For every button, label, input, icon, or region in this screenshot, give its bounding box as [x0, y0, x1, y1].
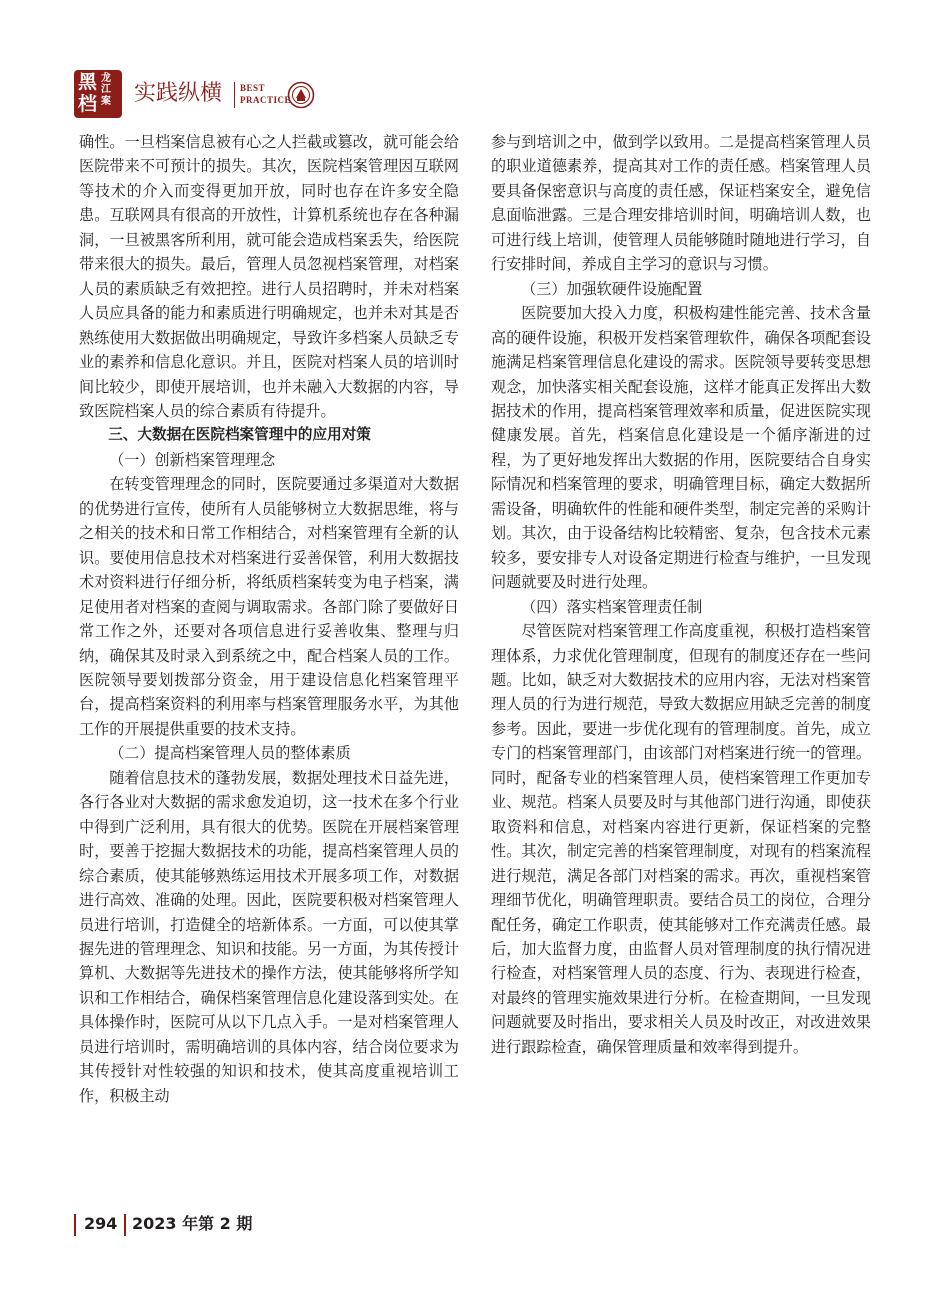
- section-title: 实践纵横: [134, 81, 223, 106]
- best-label: BEST: [240, 83, 266, 93]
- footer-divider: [74, 1214, 76, 1236]
- logo-char-longjiang: 龙江: [101, 73, 111, 95]
- paragraph: 在转变管理理念的同时，医院要通过多渠道对大数据的优势进行宣传，使所有人员能够树立大数据思维，将与之相关的技术和日常工作相结合，对档案管理有全新的认识。要使用信息技术对档案进行妥善保管，利用大数据技术对资料进行仔细分析，将纸质档案转变为电子档案，满足使用者对档案的查阅与调取需求。各部门除了要做好日常工作之外，还要对各项信息进行妥善收集、整理与归纳，确保其及时录入到系统之中，配合档案人员的工作。医院领导要划拨部分资金，用于建设信息化档案管理平台，提高档案资料的利用率与档案管理服务水平，为其他工作的开展提供重要的技术支持。: [79, 475, 459, 738]
- paragraph: 参与到培训之中，做到学以致用。二是提高档案管理人员的职业道德素养，提高其对工作的责任感。档案管理人员要具备保密意识与高度的责任感，保证档案安全，避免信息面临泄露。三是合理安排培训时间，明确培训人数，也可进行线上培训，使管理人员能够随时随地进行学习，自行安排时间，养成自主学习的意识与习惯。: [491, 133, 871, 274]
- right-column: [491, 130, 871, 1059]
- footer-divider: [124, 1214, 126, 1236]
- best-practice-label: [240, 82, 291, 106]
- issue-label: 2023 年第 2 期: [132, 1214, 253, 1233]
- logo-char-hei: 黑: [78, 71, 98, 93]
- journal-logo: [74, 70, 122, 118]
- section-heading: 三、大数据在医院档案管理中的应用对策: [108, 426, 371, 444]
- subsection-heading: （三）加强软硬件设施配置: [521, 279, 703, 298]
- page-number: 294: [84, 1214, 118, 1233]
- archive-emblem-icon: [287, 81, 315, 109]
- paragraph: 尽管医院对档案管理工作高度重视，积极打造档案管理体系，力求优化管理制度，但现有的制度还存在一些问题。比如，缺乏对大数据技术的应用内容，无法对档案管理人员的行为进行规范，导致大数据应用缺乏完善的制度参考。因此，要进一步优化现有的管理制度。首先，成立专门的档案管理部门，由该部门对档案进行统一的管理。同时，配备专业的档案管理人员，使档案管理工作更加专业、规范。档案人员要及时与其他部门进行沟通，即使获取资料和信息，对档案内容进行更新，保证档案的完整性。其次，制定完善的档案管理制度，对现有的档案流程进行规范，满足各部门对档案的需求。再次，重视档案管理细节优化，明确管理职责。要结合员工的岗位，合理分配任务，确定工作职责，使其能够对工作充满责任感。最后，加大监督力度，由监督人员对管理制度的执行情况进行检查，对档案管理人员的态度、行为、表现进行检查，对最终的管理实施效果进行分析。在检查期间，一旦发现问题就要及时指出，要求相关人员及时改正，对改进效果进行跟踪检查，确保管理质量和效率得到提升。: [491, 622, 871, 1056]
- subsection-heading: （一）创新档案管理理念: [109, 450, 276, 469]
- logo-char-an: 案: [101, 96, 111, 107]
- practice-label: PRACTICE: [240, 95, 292, 105]
- header-divider: [234, 82, 235, 108]
- left-column: [79, 130, 459, 1108]
- subsection-heading: （二）提高档案管理人员的整体素质: [109, 744, 351, 763]
- logo-char-dang: 档: [78, 93, 98, 115]
- paragraph: 随着信息技术的蓬勃发展，数据处理技术日益先进，各行各业对大数据的需求愈发迫切，这一技术在多个行业中得到广泛利用，具有很大的优势。医院在开展档案管理时，要善于挖掘大数据技术的功能，提高档案管理人员的综合素质，使其能够熟练运用技术开展多项工作，对数据进行高效、准确的处理。因此，医院要积极对档案管理人员进行培训，打造健全的培新体系。一方面，可以使其掌握先进的管理理念、知识和技能。另一方面，为其传授计算机、大数据等先进技术的操作方法，使其能够将所学知识和工作相结合，确保档案管理信息化建设落到实处。在具体操作时，医院可从以下几点入手。一是对档案管理人员进行培训时，需明确培训的具体内容，结合岗位要求为其传授针对性较强的知识和技术，使其高度重视培训工作，积极主动: [79, 768, 459, 1105]
- paragraph: 确性。一旦档案信息被有心之人拦截或篡改，就可能会给医院带来不可预计的损失。其次，医院档案管理因互联网等技术的介入而变得更加开放，同时也存在许多安全隐患。互联网具有很高的开放性，计算机系统也存在各种漏洞，一旦被黑客所利用，就可能会造成档案丢失，给医院带来很大的损失。最后，管理人员忽视档案管理，对档案人员的素质缺乏有效把控。进行人员招聘时，并未对档案人员应具备的能力和素质进行明确规定，也并未对其是否熟练使用大数据做出明确规定，导致许多档案人员缺乏专业的素养和信息化意识。并且，医院对档案人员的培训时间比较少，即使开展培训，也并未融入大数据的内容，导致医院档案人员的综合素质有待提升。: [79, 133, 459, 420]
- paragraph: 医院要加大投入力度，积极构建性能完善、技术含量高的硬件设施，积极开发档案管理软件，确保各项配套设施满足档案管理信息化建设的需求。医院领导要转变思想观念，加快落实相关配套设施，这样才能真正发挥出大数据技术的作用，提高档案管理效率和质量，促进医院实现健康发展。首先，档案信息化建设是一个循序渐进的过程，为了更好地发挥出大数据的作用，医院要结合自身实际情况和档案管理的要求，明确管理目标，确定大数据所需设备，明确软件的性能和硬件类型，制定完善的采购计划。其次，由于设备结构比较精密、复杂，包含技术元素较多，要安排专人对设备定期进行检查与维护，一旦发现问题就要及时进行处理。: [491, 304, 871, 592]
- page-header: [74, 70, 374, 118]
- subsection-heading: （四）落实档案管理责任制: [521, 597, 703, 616]
